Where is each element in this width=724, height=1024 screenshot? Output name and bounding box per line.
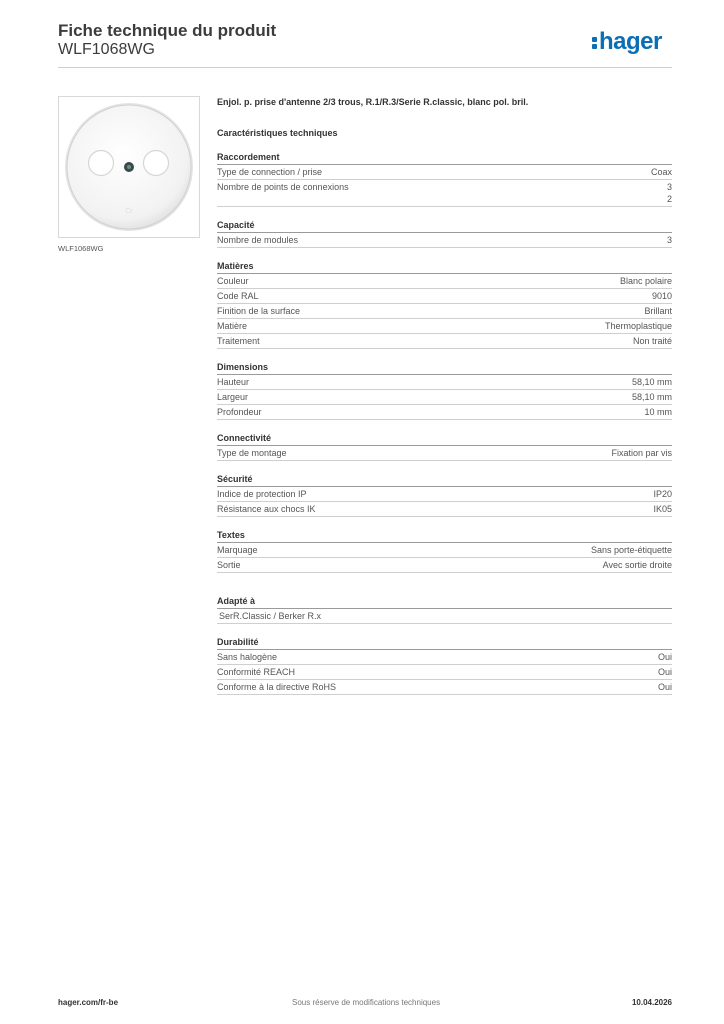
page-title: Fiche technique du produit: [58, 21, 277, 40]
spec-value-line: Oui: [657, 652, 672, 662]
spec-row: [217, 665, 672, 680]
section-title: Connectivité: [217, 432, 672, 446]
spec-label: Matière: [217, 321, 248, 331]
footer-disclaimer: Sous réserve de modifications techniques: [292, 998, 441, 1007]
characteristics-title: Caractéristiques techniques: [217, 128, 338, 138]
section-title: Adapté à: [217, 595, 672, 609]
spec-value-line: 58,10 mm: [631, 377, 672, 387]
spec-value-line: 3: [666, 235, 672, 245]
section-title: Capacité: [217, 219, 672, 233]
spec-row: [217, 304, 672, 319]
spec-value: [658, 681, 672, 693]
spec-label: Largeur: [217, 392, 249, 402]
spec-value-line: Blanc polaire: [619, 276, 672, 286]
spec-value-line: 58,10 mm: [631, 392, 672, 402]
spec-row: [217, 180, 672, 207]
spec-value-line: Coax: [650, 167, 672, 177]
logo-text: hager: [599, 28, 662, 55]
spec-value-line: IP20: [653, 489, 672, 499]
spec-value: [653, 488, 672, 500]
spec-row: [217, 165, 672, 180]
section-6: [217, 529, 672, 573]
section-0: [217, 151, 672, 207]
spec-row: [217, 446, 672, 461]
product-reference: WLF1068WG: [58, 41, 155, 58]
spec-label: Type de montage: [217, 448, 287, 458]
spec-value-line: Oui: [657, 667, 672, 677]
spec-value: [644, 406, 672, 418]
spec-label: Indice de protection IP: [217, 489, 307, 499]
spec-row: [217, 405, 672, 420]
section-8: [217, 636, 672, 695]
spec-row: [217, 375, 672, 390]
product-description: Enjol. p. prise d'antenne 2/3 trous, R.1/R.3/Serie R.classic, blanc pol. bril.: [217, 97, 529, 107]
spec-label: Finition de la surface: [217, 306, 301, 316]
spec-row: [217, 680, 672, 695]
spec-row: [217, 502, 672, 517]
spec-value: [658, 651, 672, 663]
spec-label: Type de connection / prise: [217, 167, 323, 177]
spec-value: [611, 447, 672, 459]
spec-row: [217, 319, 672, 334]
section-title: Sécurité: [217, 473, 672, 487]
spec-label: Profondeur: [217, 407, 262, 417]
spec-value: [658, 666, 672, 678]
section-7: [217, 595, 672, 624]
section-1: [217, 219, 672, 248]
footer-website: hager.com/fr-be: [58, 998, 119, 1007]
section-title: Textes: [217, 529, 672, 543]
spec-value-line: Avec sortie droite: [602, 560, 672, 570]
spec-label: Nombre de points de connexions: [217, 182, 349, 192]
spec-label: Conforme à la directive RoHS: [217, 682, 337, 692]
plate-embossed-mark: Cr: [125, 208, 133, 215]
image-caption: WLF1068WG: [58, 244, 104, 253]
spec-value: [605, 320, 672, 332]
spec-value: [667, 234, 672, 246]
spec-label: Couleur: [217, 276, 249, 286]
spec-value-line: Fixation par vis: [611, 448, 672, 458]
product-image: [58, 96, 200, 238]
section-2: [217, 260, 672, 349]
spec-label: Résistance aux chocs IK: [217, 504, 316, 514]
spec-row: [217, 390, 672, 405]
spec-label: Sans halogène: [217, 652, 278, 662]
spec-row: [217, 543, 672, 558]
spec-value: [591, 544, 672, 556]
spec-label: Conformité REACH: [217, 667, 296, 677]
spec-value: [653, 503, 672, 515]
spec-value: [632, 391, 672, 403]
spec-value-line: Brillant: [644, 306, 672, 316]
spec-row: [217, 334, 672, 349]
spec-value: [620, 275, 672, 287]
spec-label: Traitement: [217, 336, 260, 346]
section-4: [217, 432, 672, 461]
antenna-cover-plate-image: [59, 97, 199, 237]
spec-label: Nombre de modules: [217, 235, 299, 245]
spec-value: [644, 305, 672, 317]
spec-value-line: Sans porte-étiquette: [590, 545, 672, 555]
section-title: Matières: [217, 260, 672, 274]
spec-label: Marquage: [217, 545, 258, 555]
spec-label: Hauteur: [217, 377, 250, 387]
spec-value: [632, 376, 672, 388]
spec-label: SerR.Classic / Berker R.x: [219, 611, 322, 621]
spec-label: Code RAL: [217, 291, 259, 301]
spec-value-line: 2: [666, 194, 672, 204]
section-5: [217, 473, 672, 517]
spec-value-line: Non traité: [632, 336, 672, 346]
logo-dots-icon: [592, 36, 598, 50]
spec-row: [217, 487, 672, 502]
sections-container: [217, 151, 672, 695]
section-title: Durabilité: [217, 636, 672, 650]
spec-row: [217, 650, 672, 665]
spec-row: [217, 233, 672, 248]
spec-value-line: 3: [666, 182, 672, 192]
hager-logo: [592, 28, 662, 56]
section-3: [217, 361, 672, 420]
spec-label: Sortie: [217, 560, 241, 570]
technical-sheet: [217, 95, 672, 695]
spec-row: [217, 558, 672, 573]
spec-row: [217, 289, 672, 304]
header-divider: [58, 67, 672, 68]
spec-value: [651, 166, 672, 178]
spec-value: [633, 335, 672, 347]
spec-value-line: Oui: [657, 682, 672, 692]
section-title: Dimensions: [217, 361, 672, 375]
spec-value-line: 9010: [651, 291, 672, 301]
spec-value: [603, 559, 672, 571]
spec-value: [652, 290, 672, 302]
spec-row: [217, 274, 672, 289]
footer-date: 10.04.2026: [631, 998, 672, 1007]
spec-row: [217, 609, 672, 624]
section-title: Raccordement: [217, 151, 672, 165]
spec-value: [667, 181, 672, 205]
spec-value-line: Thermoplastique: [604, 321, 672, 331]
spec-value-line: 10 mm: [644, 407, 672, 417]
spec-value-line: IK05: [653, 504, 672, 514]
